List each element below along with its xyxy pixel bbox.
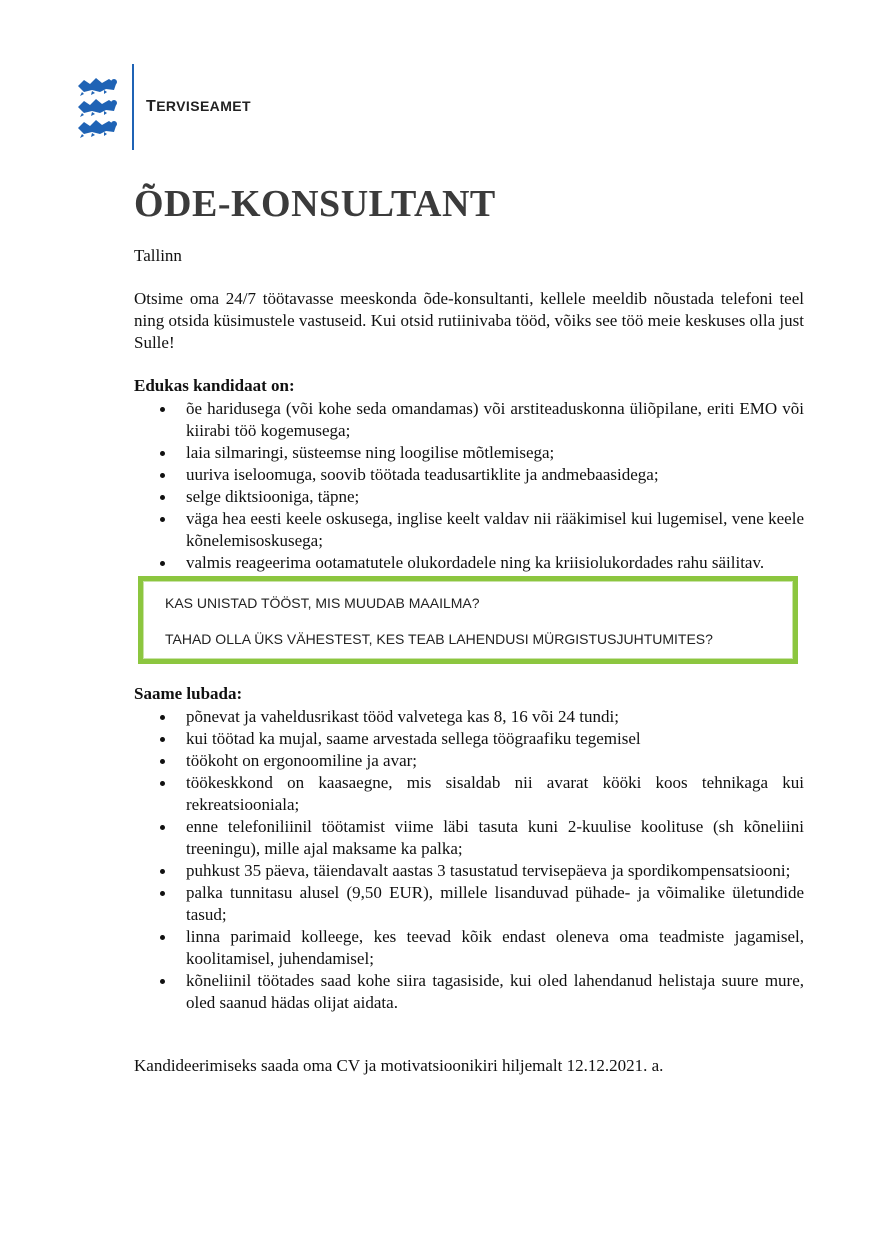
list-item: valmis reageerima ootamatutele olukordadele ning ka kriisiolukordades rahu säilitav. bbox=[134, 552, 804, 574]
callout-box bbox=[138, 576, 798, 664]
list-item: töökeskkond on kaasaegne, mis sisaldab nii avarat kööki koos tehnikaga kui rekreatsiooniala; bbox=[134, 772, 804, 816]
list-item: linna parimaid kolleege, kes teevad kõik endast oleneva oma teadmiste jagamisel, koolitamisel, juhendamisel; bbox=[134, 926, 804, 970]
list-item: puhkust 35 päeva, täiendavalt aastas 3 tasustatud tervisepäeva ja spordikompensatsiooni; bbox=[134, 860, 804, 882]
callout-line-1: KAS UNISTAD TÖÖST, MIS MUUDAB MAAILMA? bbox=[165, 595, 480, 611]
closing-text: Kandideerimiseks saada oma CV ja motivatsioonikiri hiljemalt 12.12.2021. a. bbox=[134, 1056, 664, 1075]
offer-heading: Saame lubada: bbox=[134, 684, 243, 703]
list-item: kui töötad ka mujal, saame arvestada sellega töögraafiku tegemisel bbox=[134, 728, 804, 750]
list-item: väga hea eesti keele oskusega, inglise keelt valdav nii rääkimisel kui lugemisel, vene keele kõnelemisoskusega; bbox=[134, 508, 804, 552]
list-item: palka tunnitasu alusel (9,50 EUR), millele lisanduvad pühade- ja võimalike ületundide tasud; bbox=[134, 882, 804, 926]
candidate-list bbox=[134, 398, 804, 574]
logo-initial: T bbox=[146, 98, 157, 115]
logo-divider bbox=[132, 64, 134, 150]
logo-text bbox=[146, 98, 251, 116]
list-item: töökoht on ergonoomiline ja avar; bbox=[134, 750, 804, 772]
page-title: ÕDE-KONSULTANT bbox=[134, 183, 496, 225]
candidate-heading: Edukas kandidaat on: bbox=[134, 376, 295, 395]
coat-of-arms-icon bbox=[76, 74, 120, 138]
list-item: laia silmaringi, süsteemse ning loogilise mõtlemisega; bbox=[134, 442, 804, 464]
location: Tallinn bbox=[134, 246, 182, 265]
list-item: põnevat ja vaheldusrikast tööd valvetega kas 8, 16 või 24 tundi; bbox=[134, 706, 804, 728]
list-item: uuriva iseloomuga, soovib töötada teadusartiklite ja andmebaasidega; bbox=[134, 464, 804, 486]
logo-rest: ERVISEAMET bbox=[156, 98, 251, 114]
list-item: enne telefoniliinil töötamist viime läbi tasuta kuni 2-kuulise koolituse (sh kõneliini treeningu), mille ajal maksame ka palka; bbox=[134, 816, 804, 860]
list-item: kõneliinil töötades saad kohe siira tagasiside, kui oled lahendanud helistaja suure mure, oled saanud hädas olijat aidata. bbox=[134, 970, 804, 1014]
list-item: õe haridusega (või kohe seda omandamas) või arstiteaduskonna üliõpilane, eriti EMO või kiirabi töö kogemusega; bbox=[134, 398, 804, 442]
offer-list bbox=[134, 706, 804, 1014]
intro-paragraph: Otsime oma 24/7 töötavasse meeskonda õde-konsultanti, kellele meeldib nõustada telefoni teel ning otsida küsimustele vastuseid. Kui otsid rutiinivaba tööd, võiks see töö meie keskuses olla just Sulle! bbox=[134, 289, 804, 352]
list-item: selge diktsiooniga, täpne; bbox=[134, 486, 804, 508]
callout-line-2: TAHAD OLLA ÜKS VÄHESTEST, KES TEAB LAHENDUSI MÜRGISTUSJUHTUMITES? bbox=[165, 631, 713, 647]
